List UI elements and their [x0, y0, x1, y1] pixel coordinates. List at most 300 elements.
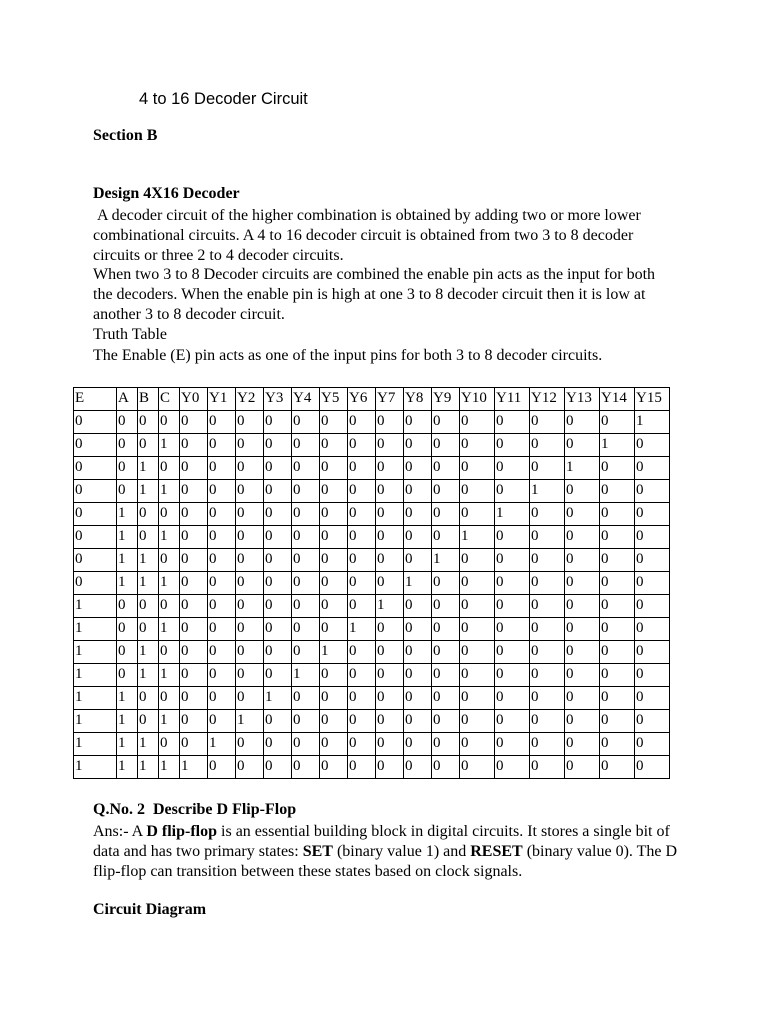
table-cell: 0 — [376, 756, 404, 779]
table-cell: 0 — [320, 457, 348, 480]
enable-paragraph: When two 3 to 8 Decoder circuits are combined the enable pin acts as the input for both the decoders. When the enable pin is high at one 3 to 8 decoder circuit then it is low at another 3 to 8 decoder circuit. — [93, 266, 656, 323]
table-cell: 0 — [320, 687, 348, 710]
set-keyword: SET — [302, 843, 333, 860]
table-cell: 0 — [348, 710, 376, 733]
table-cell: 0 — [180, 526, 208, 549]
table-cell: 1 — [432, 549, 460, 572]
table-cell: 0 — [74, 549, 117, 572]
answer-text-2: (binary value 1) and — [332, 843, 471, 860]
table-cell: 0 — [404, 618, 432, 641]
table-cell: 1 — [159, 664, 180, 687]
table-cell: 1 — [74, 618, 117, 641]
table-cell: 0 — [236, 457, 264, 480]
table-cell: 0 — [635, 641, 670, 664]
table-cell: 0 — [292, 549, 320, 572]
table-cell: 0 — [264, 503, 292, 526]
table-cell: 0 — [348, 687, 376, 710]
table-cell: 0 — [460, 595, 495, 618]
table-cell: 0 — [565, 411, 600, 434]
table-cell: 0 — [292, 503, 320, 526]
table-cell: 0 — [292, 457, 320, 480]
table-cell: 0 — [530, 526, 565, 549]
table-cell: 0 — [635, 503, 670, 526]
table-row — [74, 756, 670, 779]
table-cell: 0 — [74, 434, 117, 457]
table-cell: 0 — [600, 664, 635, 687]
table-cell: 0 — [495, 480, 530, 503]
table-cell: 0 — [320, 526, 348, 549]
table-cell: 0 — [460, 572, 495, 595]
table-cell: 1 — [74, 595, 117, 618]
table-cell: 1 — [159, 572, 180, 595]
table-cell: 0 — [208, 572, 236, 595]
table-cell: 0 — [264, 733, 292, 756]
enable-note: The Enable (E) pin acts as one of the input pins for both 3 to 8 decoder circuits. — [93, 347, 603, 364]
table-cell: 0 — [180, 618, 208, 641]
table-cell: 0 — [236, 687, 264, 710]
table-cell: 0 — [432, 756, 460, 779]
truth-table-header-row — [74, 388, 670, 411]
table-cell: 1 — [376, 595, 404, 618]
table-cell: 1 — [117, 503, 138, 526]
decoder-paragraph: A decoder circuit of the higher combination is obtained by adding two or more lower combinational circuits. A 4 to 16 decoder circuit is obtained from two 3 to 8 decoder circuits or three 2 to 4 decoder circuits. — [93, 207, 645, 264]
table-cell: 1 — [138, 664, 159, 687]
table-cell: 0 — [320, 549, 348, 572]
table-cell: 0 — [138, 687, 159, 710]
table-cell: 0 — [264, 595, 292, 618]
table-cell: 0 — [565, 480, 600, 503]
table-cell: 0 — [159, 687, 180, 710]
table-cell: 0 — [460, 641, 495, 664]
table-cell: 0 — [180, 641, 208, 664]
table-cell: 0 — [404, 549, 432, 572]
table-cell: 0 — [320, 710, 348, 733]
table-cell: 0 — [138, 434, 159, 457]
table-row — [74, 411, 670, 434]
table-row — [74, 549, 670, 572]
table-cell: 0 — [236, 572, 264, 595]
table-cell: 0 — [180, 480, 208, 503]
table-cell: 0 — [208, 549, 236, 572]
table-cell: 1 — [159, 756, 180, 779]
table-cell: 0 — [635, 572, 670, 595]
table-cell: 0 — [460, 756, 495, 779]
table-cell: 0 — [138, 710, 159, 733]
table-cell: 0 — [495, 618, 530, 641]
table-cell: 1 — [159, 526, 180, 549]
answer-text-1: is an essential building block in digital circuits. It stores a single bit of data and has two primary states: — [93, 823, 670, 860]
table-cell: 0 — [432, 457, 460, 480]
table-row — [74, 480, 670, 503]
table-cell: 0 — [600, 480, 635, 503]
table-cell: 0 — [432, 733, 460, 756]
table-cell: 1 — [530, 480, 565, 503]
table-cell: 0 — [180, 595, 208, 618]
table-cell: 0 — [530, 411, 565, 434]
table-cell: 0 — [236, 733, 264, 756]
table-cell: 0 — [404, 457, 432, 480]
table-cell: 0 — [208, 480, 236, 503]
table-cell: 0 — [404, 595, 432, 618]
table-cell: 0 — [600, 503, 635, 526]
truth-table — [73, 387, 670, 779]
table-cell: 0 — [348, 411, 376, 434]
table-cell: 1 — [117, 756, 138, 779]
table-cell: 0 — [236, 641, 264, 664]
table-cell: 0 — [530, 434, 565, 457]
table-row — [74, 503, 670, 526]
table-cell: 0 — [208, 503, 236, 526]
table-cell: 1 — [600, 434, 635, 457]
table-cell: 0 — [264, 572, 292, 595]
table-cell: 0 — [208, 687, 236, 710]
table-cell: 0 — [460, 549, 495, 572]
table-cell: 1 — [138, 549, 159, 572]
truth-table-header-cell: Y13 — [565, 388, 600, 411]
table-cell: 0 — [320, 756, 348, 779]
truth-table-header-cell: Y2 — [236, 388, 264, 411]
table-cell: 0 — [348, 457, 376, 480]
table-cell: 0 — [138, 411, 159, 434]
table-cell: 0 — [348, 572, 376, 595]
table-cell: 0 — [180, 457, 208, 480]
table-cell: 0 — [292, 618, 320, 641]
truth-table-header-cell: Y11 — [495, 388, 530, 411]
table-cell: 0 — [292, 595, 320, 618]
table-cell: 1 — [208, 733, 236, 756]
table-cell: 0 — [264, 710, 292, 733]
table-cell: 0 — [460, 618, 495, 641]
table-cell: 0 — [600, 618, 635, 641]
table-cell: 0 — [600, 457, 635, 480]
table-cell: 0 — [180, 572, 208, 595]
table-cell: 0 — [236, 664, 264, 687]
table-cell: 0 — [264, 411, 292, 434]
table-cell: 0 — [600, 641, 635, 664]
table-cell: 0 — [117, 411, 138, 434]
table-row — [74, 595, 670, 618]
table-row — [74, 618, 670, 641]
table-cell: 1 — [74, 733, 117, 756]
table-cell: 0 — [159, 549, 180, 572]
table-cell: 0 — [180, 710, 208, 733]
table-cell: 0 — [495, 434, 530, 457]
table-row — [74, 710, 670, 733]
table-cell: 0 — [348, 503, 376, 526]
section-heading: Section B — [93, 127, 158, 144]
table-cell: 0 — [565, 595, 600, 618]
table-cell: 1 — [292, 664, 320, 687]
table-cell: 0 — [460, 710, 495, 733]
table-cell: 0 — [495, 710, 530, 733]
table-cell: 0 — [530, 641, 565, 664]
table-cell: 0 — [530, 733, 565, 756]
table-cell: 0 — [432, 480, 460, 503]
table-cell: 0 — [159, 641, 180, 664]
table-cell: 0 — [404, 411, 432, 434]
table-row — [74, 434, 670, 457]
table-cell: 1 — [138, 480, 159, 503]
truth-table-header-cell: E — [74, 388, 117, 411]
table-cell: 1 — [117, 733, 138, 756]
table-cell: 0 — [495, 572, 530, 595]
table-cell: 0 — [74, 457, 117, 480]
table-cell: 0 — [376, 733, 404, 756]
table-cell: 0 — [432, 572, 460, 595]
table-cell: 0 — [292, 710, 320, 733]
table-cell: 0 — [348, 526, 376, 549]
table-cell: 0 — [530, 549, 565, 572]
table-cell: 0 — [264, 549, 292, 572]
table-cell: 1 — [138, 641, 159, 664]
table-cell: 1 — [159, 618, 180, 641]
table-cell: 0 — [635, 687, 670, 710]
table-cell: 0 — [292, 526, 320, 549]
table-cell: 1 — [348, 618, 376, 641]
table-cell: 0 — [460, 664, 495, 687]
table-cell: 1 — [117, 710, 138, 733]
truth-table-header-cell: Y14 — [600, 388, 635, 411]
table-cell: 0 — [530, 618, 565, 641]
table-cell: 0 — [236, 480, 264, 503]
table-cell: 0 — [208, 641, 236, 664]
table-cell: 1 — [74, 687, 117, 710]
table-cell: 0 — [320, 411, 348, 434]
table-cell: 0 — [460, 503, 495, 526]
table-cell: 0 — [180, 664, 208, 687]
truth-table-header-cell: Y6 — [348, 388, 376, 411]
table-cell: 1 — [138, 572, 159, 595]
table-cell: 0 — [635, 549, 670, 572]
table-cell: 0 — [635, 618, 670, 641]
table-cell: 0 — [376, 434, 404, 457]
table-cell: 0 — [565, 572, 600, 595]
table-cell: 1 — [117, 526, 138, 549]
table-cell: 0 — [348, 480, 376, 503]
table-cell: 0 — [460, 687, 495, 710]
table-cell: 0 — [117, 434, 138, 457]
table-cell: 0 — [404, 434, 432, 457]
document-title: 4 to 16 Decoder Circuit — [139, 90, 308, 108]
table-cell: 0 — [495, 733, 530, 756]
table-cell: 0 — [565, 756, 600, 779]
table-cell: 0 — [320, 733, 348, 756]
table-cell: 0 — [180, 549, 208, 572]
table-cell: 1 — [159, 434, 180, 457]
table-cell: 0 — [432, 434, 460, 457]
table-cell: 0 — [264, 641, 292, 664]
table-cell: 0 — [530, 756, 565, 779]
table-cell: 0 — [404, 664, 432, 687]
truth-table-header-cell: Y9 — [432, 388, 460, 411]
table-cell: 1 — [138, 457, 159, 480]
table-cell: 0 — [530, 595, 565, 618]
table-cell: 1 — [138, 733, 159, 756]
truth-table-header-cell: Y8 — [404, 388, 432, 411]
table-cell: 0 — [432, 411, 460, 434]
table-cell: 0 — [600, 572, 635, 595]
table-cell: 1 — [404, 572, 432, 595]
table-cell: 0 — [600, 687, 635, 710]
table-cell: 0 — [565, 710, 600, 733]
table-cell: 0 — [74, 503, 117, 526]
table-cell: 0 — [236, 595, 264, 618]
table-cell: 0 — [320, 664, 348, 687]
table-row — [74, 457, 670, 480]
table-cell: 0 — [600, 549, 635, 572]
table-cell: 0 — [635, 756, 670, 779]
table-cell: 0 — [159, 411, 180, 434]
table-cell: 0 — [404, 526, 432, 549]
table-cell: 0 — [348, 549, 376, 572]
table-cell: 0 — [208, 618, 236, 641]
table-cell: 0 — [432, 710, 460, 733]
table-cell: 0 — [376, 457, 404, 480]
table-cell: 0 — [600, 595, 635, 618]
truth-table-header-cell: A — [117, 388, 138, 411]
table-cell: 0 — [495, 687, 530, 710]
table-cell: 0 — [348, 756, 376, 779]
table-cell: 0 — [208, 710, 236, 733]
table-cell: 0 — [565, 618, 600, 641]
table-cell: 0 — [264, 480, 292, 503]
table-cell: 0 — [635, 526, 670, 549]
table-cell: 0 — [292, 480, 320, 503]
table-cell: 0 — [180, 503, 208, 526]
table-row — [74, 572, 670, 595]
table-cell: 0 — [264, 618, 292, 641]
table-cell: 0 — [376, 526, 404, 549]
truth-table-body — [74, 411, 670, 779]
table-cell: 0 — [180, 733, 208, 756]
truth-table-header-cell: Y5 — [320, 388, 348, 411]
table-cell: 0 — [404, 687, 432, 710]
truth-table-header-cell: Y7 — [376, 388, 404, 411]
table-cell: 0 — [320, 595, 348, 618]
table-cell: 0 — [376, 572, 404, 595]
table-cell: 0 — [432, 687, 460, 710]
table-row — [74, 526, 670, 549]
table-cell: 1 — [635, 411, 670, 434]
table-cell: 0 — [530, 710, 565, 733]
table-cell: 0 — [495, 641, 530, 664]
table-cell: 0 — [404, 480, 432, 503]
truth-table-header-cell: Y1 — [208, 388, 236, 411]
table-cell: 0 — [208, 434, 236, 457]
table-cell: 0 — [117, 641, 138, 664]
table-cell: 0 — [530, 687, 565, 710]
table-cell: 0 — [530, 457, 565, 480]
table-cell: 0 — [320, 434, 348, 457]
truth-table-header-cell: C — [159, 388, 180, 411]
truth-table-header-cell: Y0 — [180, 388, 208, 411]
table-cell: 1 — [180, 756, 208, 779]
table-cell: 0 — [495, 756, 530, 779]
answer-prefix: Ans:- A — [93, 823, 147, 840]
table-cell: 1 — [460, 526, 495, 549]
table-cell: 0 — [495, 457, 530, 480]
table-cell: 0 — [376, 480, 404, 503]
table-cell: 0 — [460, 457, 495, 480]
table-cell: 0 — [180, 411, 208, 434]
table-cell: 0 — [236, 411, 264, 434]
table-cell: 0 — [74, 411, 117, 434]
table-cell: 0 — [404, 641, 432, 664]
table-cell: 0 — [264, 664, 292, 687]
table-cell: 0 — [376, 641, 404, 664]
table-cell: 0 — [404, 756, 432, 779]
table-cell: 0 — [432, 618, 460, 641]
table-cell: 0 — [236, 756, 264, 779]
table-cell: 0 — [180, 687, 208, 710]
table-cell: 0 — [376, 411, 404, 434]
table-cell: 0 — [460, 434, 495, 457]
table-cell: 1 — [495, 503, 530, 526]
table-cell: 0 — [432, 664, 460, 687]
table-cell: 0 — [460, 411, 495, 434]
table-cell: 0 — [565, 641, 600, 664]
table-row — [74, 687, 670, 710]
table-cell: 0 — [74, 526, 117, 549]
circuit-diagram-heading: Circuit Diagram — [93, 901, 207, 918]
table-cell: 0 — [117, 664, 138, 687]
table-cell: 1 — [117, 687, 138, 710]
table-row — [74, 641, 670, 664]
table-cell: 0 — [565, 664, 600, 687]
table-cell: 0 — [460, 733, 495, 756]
table-cell: 0 — [348, 641, 376, 664]
table-cell: 0 — [292, 733, 320, 756]
table-row — [74, 733, 670, 756]
table-cell: 0 — [117, 480, 138, 503]
table-row — [74, 664, 670, 687]
table-cell: 0 — [432, 503, 460, 526]
table-cell: 0 — [236, 503, 264, 526]
table-cell: 0 — [495, 595, 530, 618]
table-cell: 0 — [208, 756, 236, 779]
table-cell: 0 — [600, 756, 635, 779]
reset-keyword: RESET — [470, 843, 523, 860]
table-cell: 0 — [348, 595, 376, 618]
table-cell: 0 — [292, 756, 320, 779]
table-cell: 0 — [320, 503, 348, 526]
table-cell: 1 — [117, 572, 138, 595]
table-cell: 0 — [264, 457, 292, 480]
table-cell: 0 — [432, 526, 460, 549]
table-cell: 0 — [208, 526, 236, 549]
table-cell: 1 — [236, 710, 264, 733]
table-cell: 0 — [264, 434, 292, 457]
table-cell: 0 — [376, 687, 404, 710]
table-cell: 0 — [600, 733, 635, 756]
table-cell: 0 — [117, 457, 138, 480]
table-cell: 0 — [138, 503, 159, 526]
table-cell: 0 — [138, 595, 159, 618]
table-cell: 0 — [404, 503, 432, 526]
table-cell: 0 — [495, 664, 530, 687]
table-cell: 0 — [208, 411, 236, 434]
table-cell: 0 — [159, 503, 180, 526]
design-heading: Design 4X16 Decoder — [93, 185, 240, 202]
table-cell: 0 — [208, 664, 236, 687]
table-cell: 0 — [565, 733, 600, 756]
table-cell: 1 — [117, 549, 138, 572]
table-cell: 0 — [635, 457, 670, 480]
table-cell: 0 — [236, 618, 264, 641]
truth-table-header-cell: Y3 — [264, 388, 292, 411]
truth-table-label: Truth Table — [93, 326, 167, 343]
table-cell: 0 — [565, 687, 600, 710]
